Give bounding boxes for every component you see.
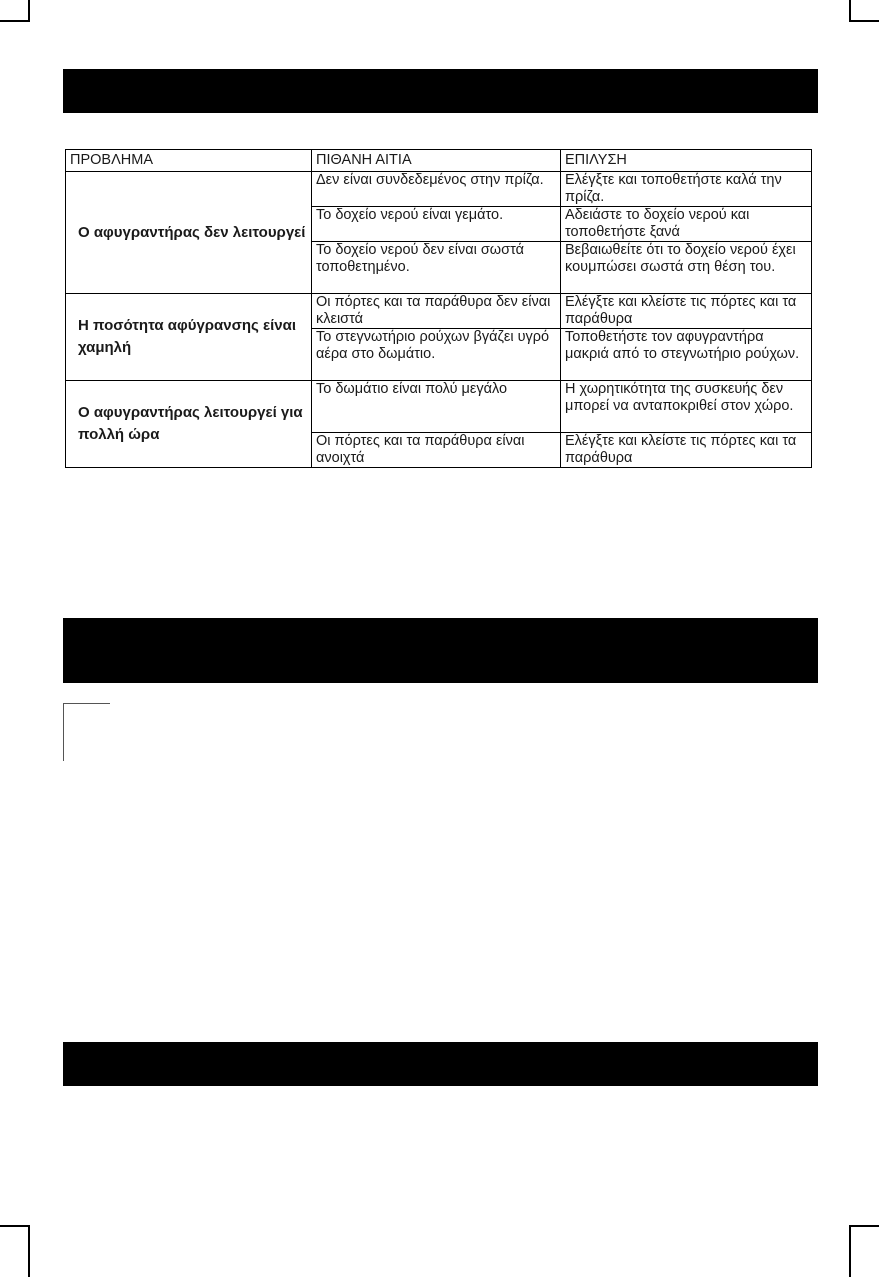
solution-cell: Ελέγξτε και τοποθετήστε καλά την πρίζα. <box>561 172 812 207</box>
crop-mark-top-left-h <box>0 20 30 22</box>
troubleshooting-table <box>65 149 812 468</box>
problem-cell: Ο αφυγραντήρας λειτουργεί για πολλή ώρα <box>66 381 312 468</box>
cause-cell: Το δωμάτιο είναι πολύ μεγάλο <box>312 381 561 433</box>
cause-cell: Το δοχείο νερού δεν είναι σωστά τοποθετημένο. <box>312 242 561 294</box>
empty-figure-box <box>63 703 110 761</box>
solution-cell: Η χωρητικότητα της συσκευής δεν μπορεί να ανταποκριθεί στον χώρο. <box>561 381 812 433</box>
crop-mark-bottom-left-v <box>28 1225 30 1277</box>
header-solution: ΕΠΙΛΥΣΗ <box>561 150 812 172</box>
table-row <box>66 381 812 433</box>
solution-cell: Ελέγξτε και κλείστε τις πόρτες και τα παράθυρα <box>561 294 812 329</box>
cause-cell: Δεν είναι συνδεδεμένος στην πρίζα. <box>312 172 561 207</box>
table-header-row <box>66 150 812 172</box>
crop-mark-bottom-right-h <box>849 1225 879 1227</box>
section-header-band-2 <box>63 618 818 683</box>
solution-cell: Ελέγξτε και κλείστε τις πόρτες και τα παράθυρα <box>561 433 812 468</box>
crop-mark-top-right-v <box>849 0 851 22</box>
crop-mark-bottom-right-v <box>849 1225 851 1277</box>
cause-cell: Το δοχείο νερού είναι γεμάτο. <box>312 207 561 242</box>
cause-cell: Οι πόρτες και τα παράθυρα δεν είναι κλειστά <box>312 294 561 329</box>
crop-mark-bottom-left-h <box>0 1225 30 1227</box>
solution-cell: Βεβαιωθείτε ότι το δοχείο νερού έχει κουμπώσει σωστά στη θέση του. <box>561 242 812 294</box>
section-header-band-1 <box>63 69 818 113</box>
problem-cell: Η ποσότητα αφύγρανσης είναι χαμηλή <box>66 294 312 381</box>
problem-cell: Ο αφυγραντήρας δεν λειτουργεί <box>66 172 312 294</box>
table-row <box>66 172 812 207</box>
table-row <box>66 294 812 329</box>
header-cause: ΠΙΘΑΝΗ ΑΙΤΙΑ <box>312 150 561 172</box>
header-problem: ΠΡΟΒΛΗΜΑ <box>66 150 312 172</box>
section-header-band-3 <box>63 1042 818 1086</box>
cause-cell: Οι πόρτες και τα παράθυρα είναι ανοιχτά <box>312 433 561 468</box>
crop-mark-top-right-h <box>849 20 879 22</box>
crop-mark-top-left-v <box>28 0 30 22</box>
solution-cell: Αδειάστε το δοχείο νερού και τοποθετήστε ξανά <box>561 207 812 242</box>
cause-cell: Το στεγνωτήριο ρούχων βγάζει υγρό αέρα στο δωμάτιο. <box>312 329 561 381</box>
solution-cell: Τοποθετήστε τον αφυγραντήρα μακριά από το στεγνωτήριο ρούχων. <box>561 329 812 381</box>
